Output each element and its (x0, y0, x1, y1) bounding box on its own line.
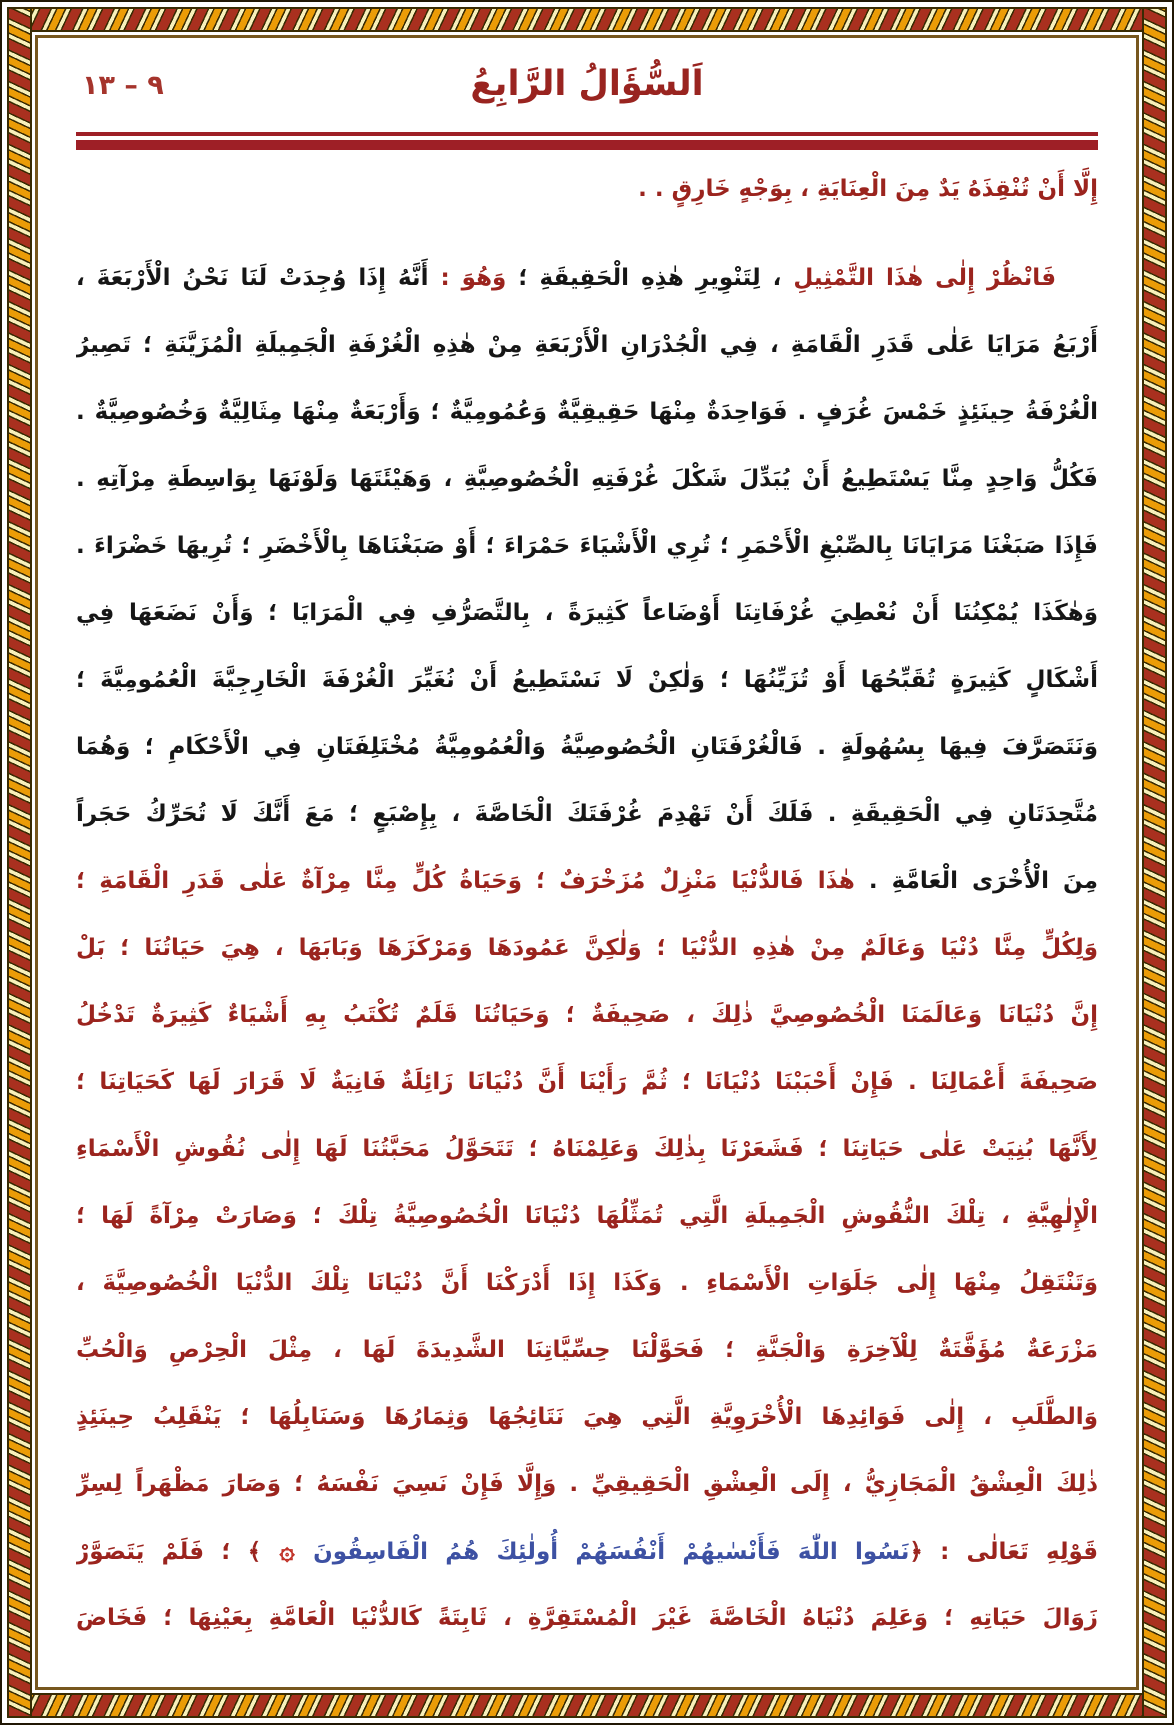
ornamental-border-top (7, 7, 1167, 32)
text-line (76, 1250, 1098, 1317)
text-segment: ذٰلِكَ الْعِشْقُ الْمَجَازِيُّ ، إِلَى الْعِشْقِ الْحَقِيقِيِّ . وَإِلَّا فَإِنْ نَسِيَ نَفْسَهُ ؛ وَصَارَ مَظْهَراً لِسِرِّ (76, 1471, 1098, 1497)
ornamental-border-right (1142, 7, 1167, 1718)
text-segment: أَرْبَعُ مَرَايَا عَلٰى قَدَرِ الْقَامَةِ ، فِي الْجُدْرَانِ الْأَرْبَعَةِ مِنْ هٰذِهِ الْغُرْفَةِ الْجَمِيلَةِ الْمُزَيَّنَةِ ؛ تَصِيرُ (76, 332, 1098, 358)
text-line (76, 1116, 1098, 1183)
text-segment: وَلِكُلٍّ مِنَّا دُنْيَا وَعَالَمٌ مِنْ هٰذِهِ الدُّنْيَا ؛ وَلٰكِنَّ عَمُودَهَا وَمَرْكَزَهَا وَبَابَهَا ، هِيَ حَيَاتُنَا ؛ بَلْ (76, 935, 1098, 961)
text-line (76, 446, 1098, 513)
text-segment: وَهٰكَذَا يُمْكِنُنَا أَنْ نُعْطِيَ غُرْفَاتِنَا أَوْضَاعاً كَثِيرَةً ، بِالتَّصَرُّفِ فِي الْمَرَايَا ؛ وَأَنْ نَضَعَهَا فِي (76, 600, 1098, 626)
text-segment: قَوْلِهِ تَعَالٰى : ﴿ (909, 1539, 1098, 1565)
text-line (76, 1518, 1098, 1585)
text-line (76, 1384, 1098, 1451)
text-line (76, 1183, 1098, 1250)
text-segment: ﴾ ؛ فَلَمْ يَتَصَوَّرْ (76, 1539, 262, 1565)
text-segment: إِلَّا أَنْ تُنْقِذَهُ يَدٌ مِنَ الْعِنَايَةِ ، بِوَجْهٍ خَارِقٍ . . (638, 176, 1098, 202)
text-segment: صَحِيفَةَ أَعْمَالِنَا . فَإِنْ أَحْبَبْنَا دُنْيَانَا ؛ ثُمَّ رَأَيْنَا أَنَّ دُنْيَانَا زَائِلَةٌ فَانِيَةٌ لَا قَرَارَ لَهَا كَحَيَاتِنَا ؛ (76, 1069, 1098, 1095)
text-line (76, 1585, 1098, 1652)
text-line (76, 781, 1098, 848)
text-line (76, 513, 1098, 580)
text-segment: فَانْظُرْ إِلٰى هٰذَا التَّمْثِيلِ (793, 265, 1056, 291)
text-line (76, 1451, 1098, 1518)
text-segment: هٰذَا فَالدُّنْيَا مَنْزِلٌ مُزَخْرَفٌ ؛ وَحَيَاةُ كُلٍّ مِنَّا مِرْآةٌ عَلٰى قَدَرِ الْقَامَةِ ؛ (76, 868, 855, 894)
text-segment: الْغُرْفَةُ حِينَئِذٍ خَمْسَ غُرَفٍ . فَوَاحِدَةٌ مِنْهَا حَقِيقِيَّةٌ وَعُمُومِيَّةٌ ؛ وَأَرْبَعَةٌ مِنْهَا مِثَالِيَّةٌ وَخُصُوصِيَّةٌ . (76, 399, 1098, 425)
aya-end-rosette-icon: ۞ (261, 1536, 314, 1566)
text-segment: وَتَنْتَقِلُ مِنْهَا إِلٰى جَلَوَاتِ الْأَسْمَاءِ . وَكَذَا إِذَا أَدْرَكْنَا أَنَّ دُنْيَانَا تِلْكَ الدُّنْيَا الْخُصُوصِيَّةَ ، (76, 1270, 1098, 1296)
text-line (76, 245, 1098, 312)
text-line (76, 714, 1098, 781)
text-segment: فَكُلُّ وَاحِدٍ مِنَّا يَسْتَطِيعُ أَنْ يُبَدِّلَ شَكْلَ غُرْفَتِهِ الْخُصُوصِيَّةِ ، وَهَيْئَتَهَا وَلَوْنَهَا بِوَاسِطَةِ مِرْآتِهِ . (76, 466, 1098, 492)
text-segment: أَنَّهُ إِذَا وُجِدَتْ لَنَا نَحْنُ الْأَرْبَعَةَ ، (76, 265, 429, 291)
text-segment: وَالطَّلَبِ ، إِلٰى فَوَائِدِهَا الْأُخْرَوِيَّةِ الَّتِي هِيَ نَتَائِجُهَا وَثِمَارُهَا وَسَنَابِلُهَا ؛ يَنْقَلِبُ حِينَئِذٍ (76, 1404, 1098, 1430)
text-segment: لِأَنَّهَا بُنِيَتْ عَلٰى حَيَاتِنَا ؛ فَشَعَرْنَا بِذٰلِكَ وَعَلِمْنَاهُ ؛ تَتَحَوَّلُ مَحَبَّتُنَا لَهَا إِلٰى نُقُوشِ الْأَسْمَاءِ (76, 1136, 1098, 1162)
page-number: ٩ – ١٣ (82, 70, 164, 101)
text-line (76, 1049, 1098, 1116)
page-title: اَلسُّؤَالُ الرَّابِعُ (470, 64, 704, 104)
text-segment: ، لِتَنْوِيرِ هٰذِهِ الْحَقِيقَةِ ؛ (506, 265, 794, 291)
text-line (76, 379, 1098, 446)
page-content (38, 38, 1136, 1687)
ornamental-border-left (7, 7, 32, 1718)
text-line (76, 647, 1098, 714)
page-header (76, 64, 1098, 120)
text-segment: زَوَالَ حَيَاتِهِ ؛ وَعَلِمَ دُنْيَاهُ الْخَاصَّةَ غَيْرَ الْمُسْتَقِرَّةِ ، ثَابِتَةً كَالدُّنْيَا الْعَامَّةِ بِعَيْنِهَا ؛ فَخَاضَ (76, 1605, 1098, 1631)
text-segment: نَسُوا اللّٰهَ فَأَنْسٰيهُمْ أَنْفُسَهُمْ أُولٰئِكَ هُمُ الْفَاسِقُونَ (313, 1539, 910, 1565)
text-segment: فَإِذَا صَبَغْنَا مَرَايَانَا بِالصِّبْغِ الْأَحْمَرِ ؛ تُرِي الْأَشْيَاءَ حَمْرَاءَ ؛ أَوْ صَبَغْنَاهَا بِالْأَخْضَرِ ؛ تُرِيهَا خَضْرَاءَ . (76, 533, 1098, 559)
text-segment: الْإِلٰهِيَّةِ ، تِلْكَ النُّقُوشِ الْجَمِيلَةِ الَّتِي تُمَثِّلُهَا دُنْيَانَا الْخُصُوصِيَّةُ تِلْكَ ؛ وَصَارَتْ مِرْآةً لَهَا ؛ (76, 1203, 1098, 1229)
text-segment: مَزْرَعَةٌ مُؤَقَّتَةٌ لِلْآخِرَةِ وَالْجَنَّةِ ؛ فَحَوَّلْنَا حِسِّيَّاتِنَا الشَّدِيدَةَ لَهَا ، مِثْلَ الْحِرْصِ وَالْحُبِّ (76, 1337, 1098, 1363)
text-segment: أَشْكَالٍ كَثِيرَةٍ تُقَبِّحُهَا أَوْ تُزَيِّنُهَا ؛ وَلٰكِنْ لَا نَسْتَطِيعُ أَنْ نُغَيِّرَ الْغُرْفَةَ الْخَارِجِيَّةَ الْعُمُومِيَّةَ ؛ (76, 667, 1098, 693)
text-segment: وَهُوَ : (428, 265, 507, 291)
text-segment: إِنَّ دُنْيَانَا وَعَالَمَنَا الْخُصُوصِيَّ ذٰلِكَ ، صَحِيفَةٌ ؛ وَحَيَاتُنَا قَلَمٌ تُكْتَبُ بِهِ أَشْيَاءٌ كَثِيرَةٌ تَدْخُلُ (76, 1002, 1098, 1028)
header-double-rule (76, 132, 1098, 150)
text-line (76, 580, 1098, 647)
text-segment: مِنَ الْأُخْرَى الْعَامَّةِ . (854, 868, 1098, 894)
text-line (76, 848, 1098, 915)
text-line (76, 1317, 1098, 1384)
text-line (76, 915, 1098, 982)
text-line (76, 156, 1098, 223)
ornamental-border-bottom (7, 1693, 1167, 1718)
text-line (76, 982, 1098, 1049)
text-segment: وَنَتَصَرَّفَ فِيهَا بِسُهُولَةٍ . فَالْغُرْفَتَانِ الْخُصُوصِيَّةُ وَالْعُمُومِيَّةُ مُخْتَلِفَتَانِ فِي الْأَحْكَامِ ؛ وَهُمَا (76, 734, 1098, 760)
text-line (76, 312, 1098, 379)
text-segment: مُتَّحِدَتَانِ فِي الْحَقِيقَةِ . فَلَكَ أَنْ تَهْدِمَ غُرْفَتَكَ الْخَاصَّةَ ، بِإِصْبَعٍ ؛ مَعَ أَنَّكَ لَا تُحَرِّكُ حَجَراً (76, 801, 1098, 827)
body-text (76, 156, 1098, 1652)
